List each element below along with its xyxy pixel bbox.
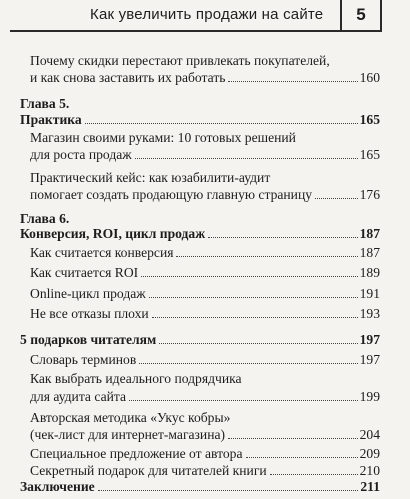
dot-leader [98, 490, 359, 491]
toc-page-number: 160 [359, 69, 380, 85]
toc-entry-text: Словарь терминов [30, 352, 137, 368]
dot-leader [228, 81, 357, 82]
toc-entry-line1: Авторская методика «Укус кобры» [30, 409, 231, 425]
toc-page-number: 193 [359, 305, 380, 321]
dot-leader [176, 256, 357, 257]
toc-page-number: 209 [359, 445, 380, 461]
toc-entry-text: Специальное предложение от автора [30, 445, 243, 461]
dot-leader [152, 317, 358, 318]
chapter-heading [20, 225, 380, 242]
toc-entry [30, 445, 380, 462]
toc-entry-text: Не все отказы плохи [30, 305, 149, 321]
dot-leader [139, 363, 357, 364]
toc-entry-text: Как считается конверсия [30, 245, 174, 261]
toc-entry [30, 305, 380, 322]
header-page-number: 5 [340, 0, 382, 32]
toc-entry-text: (чек-лист для интернет-магазина) [30, 426, 226, 442]
dot-leader [129, 400, 358, 401]
toc-entry-line1: Почему скидки перестают привлекать покупателей, [30, 52, 330, 68]
toc-entry [30, 462, 380, 479]
toc-page-number: 165 [359, 111, 380, 127]
section-heading [20, 331, 380, 348]
dot-leader [270, 474, 358, 475]
chapter-label: Глава 5. [20, 96, 70, 112]
toc-entry-text: Online-цикл продаж [30, 285, 146, 301]
toc-page-number: 211 [360, 479, 380, 494]
toc-page-number: 191 [359, 285, 380, 301]
dot-leader [141, 276, 357, 277]
toc-entry [30, 69, 380, 86]
toc-entry [30, 264, 380, 281]
toc-entry [30, 351, 380, 368]
chapter-title: Конверсия, ROI, цикл продаж [20, 226, 206, 242]
toc-page-number: 187 [359, 245, 380, 261]
header-title: Как увеличить продажи на сайте [90, 6, 324, 23]
toc-entry-line1: Магазин своими руками: 10 готовых решений [30, 129, 296, 145]
toc-entry-text: и как снова заставить их работать [30, 69, 226, 85]
toc-entry-line1: Практический кейс: как юзабилити-аудит [30, 169, 271, 185]
chapter-title: Практика [20, 111, 82, 127]
toc-entry-text: для роста продаж [30, 147, 132, 162]
dot-leader [246, 457, 358, 458]
toc-page-number: 197 [359, 332, 380, 348]
toc-page-number: 197 [359, 352, 380, 368]
toc-entry [30, 146, 380, 163]
chapter-heading [20, 111, 380, 128]
dot-leader [315, 198, 358, 199]
toc-entry-text: помогает создать продающую главную страницу [30, 187, 313, 203]
dot-leader [149, 297, 358, 298]
toc-entry-line1: Как выбрать идеального подрядчика [30, 371, 242, 387]
toc-page-number: 176 [359, 187, 380, 203]
toc-page-number: 204 [359, 426, 380, 442]
dot-leader [85, 123, 358, 124]
toc-page-number: 189 [359, 265, 380, 281]
dot-leader [159, 343, 357, 344]
chapter-label: Глава 6. [20, 211, 70, 226]
section-title: 5 подарков читателям [20, 332, 157, 348]
header-rule [10, 30, 340, 32]
toc-entry [30, 244, 380, 261]
toc-page-number: 199 [359, 388, 380, 404]
toc-page-number: 210 [359, 463, 380, 479]
toc-entry-text: для аудита сайта [30, 388, 127, 404]
toc-entry [30, 388, 380, 405]
dot-leader [135, 158, 358, 159]
toc-entry-text: Как считается ROI [30, 265, 139, 281]
toc-entry [30, 426, 380, 443]
conclusion-heading [20, 478, 380, 495]
toc-page-number: 165 [359, 147, 380, 162]
toc-entry [30, 285, 380, 302]
dot-leader [228, 438, 358, 439]
dot-leader [208, 237, 358, 238]
conclusion-title: Заключение [20, 479, 95, 494]
toc-page-number: 187 [359, 226, 380, 242]
toc-entry-text: Секретный подарок для читателей книги [30, 463, 267, 479]
running-header [0, 0, 410, 40]
toc-entry [30, 186, 380, 203]
